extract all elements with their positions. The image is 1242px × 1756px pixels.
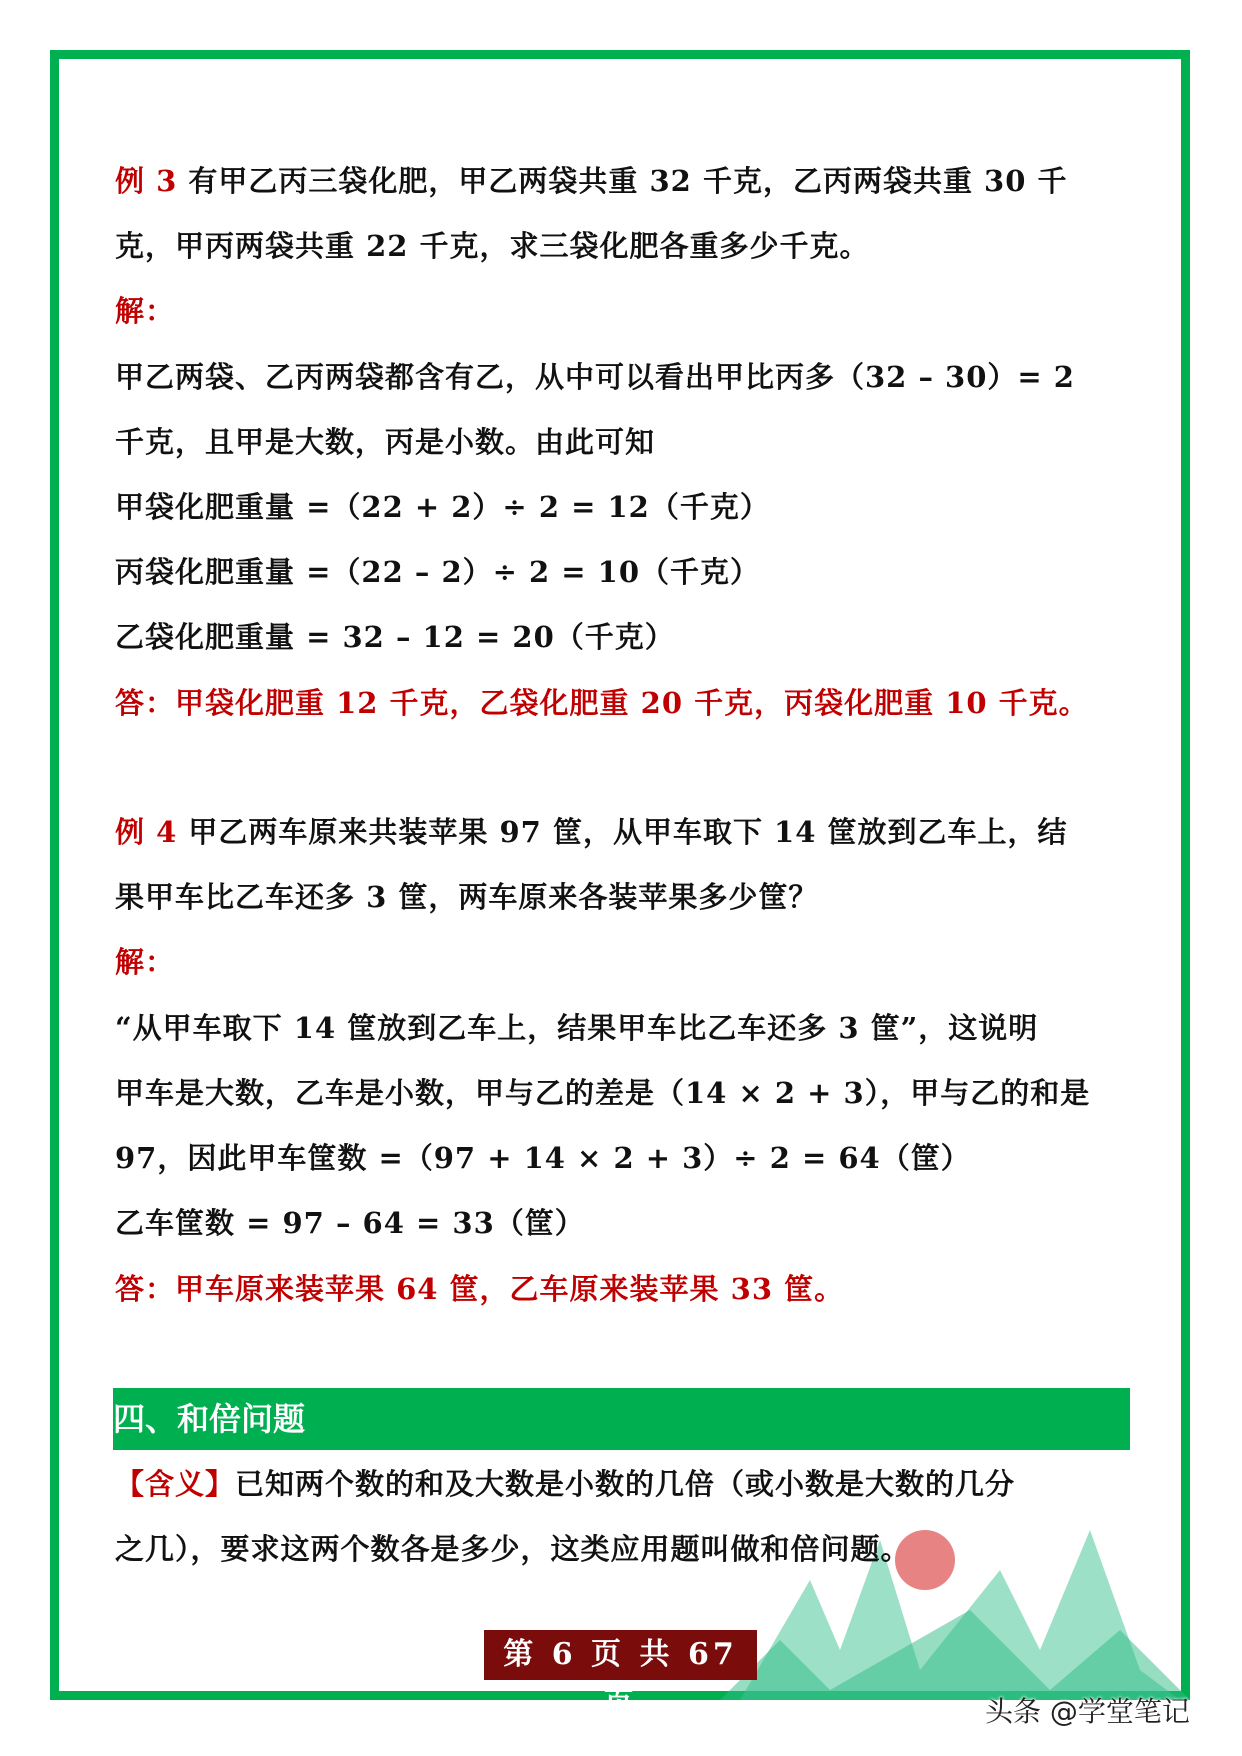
example3-solution-line: 乙袋化肥重量 = 32 – 12 = 20（千克） — [115, 620, 675, 654]
section-header: 四、和倍问题 — [113, 1388, 1130, 1450]
watermark: 头条 @学堂笔记 — [985, 1695, 1190, 1728]
example4-solution-line: 甲车是大数，乙车是小数，甲与乙的差是（14 × 2 + 3），甲与乙的和是 — [115, 1076, 1091, 1110]
example4-answer: 答：甲车原来装苹果 64 筐，乙车原来装苹果 33 筐。 — [115, 1272, 845, 1306]
example3-solution-label: 解： — [115, 294, 176, 328]
example4-label: 例 4 — [115, 815, 178, 849]
example3-solution-line: 丙袋化肥重量 =（22 – 2）÷ 2 = 10（千克） — [115, 555, 761, 589]
example4-solution-line: “从甲车取下 14 筐放到乙车上，结果甲车比乙车还多 3 筐”，这说明 — [115, 1011, 1039, 1045]
example3-label: 例 3 — [115, 164, 178, 198]
example4-question-line1 — [115, 812, 1135, 852]
example3-question-line1 — [115, 161, 1135, 201]
example3-solution-line: 甲乙两袋、乙丙两袋都含有乙，从中可以看出甲比丙多（32 – 30）= 2 — [115, 360, 1075, 394]
example4-question-line2: 果甲车比乙车还多 3 筐，两车原来各装苹果多少筐？ — [115, 880, 819, 914]
example4-solution-label: 解： — [115, 945, 176, 979]
example4-solution-line: 乙车筐数 = 97 – 64 = 33（筐） — [115, 1206, 585, 1240]
section4-meaning-line1 — [115, 1464, 1135, 1504]
example3-solution-line: 甲袋化肥重量 =（22 + 2）÷ 2 = 12（千克） — [115, 490, 770, 524]
example4-solution-line: 97，因此甲车筐数 =（97 + 14 × 2 + 3）÷ 2 = 64（筐） — [115, 1141, 971, 1175]
meaning-label: 【含义】 — [115, 1467, 236, 1501]
text: 已知两个数的和及大数是小数的几倍（或小数是大数的几分 — [235, 1467, 1016, 1501]
example3-question-line2: 克，甲丙两袋共重 22 千克，求三袋化肥各重多少千克。 — [115, 229, 870, 263]
text: 有甲乙丙三袋化肥，甲乙两袋共重 32 千克，乙丙两袋共重 30 千 — [188, 164, 1068, 198]
page-indicator: 第 6 页 共 67 页 — [484, 1630, 757, 1680]
example3-answer: 答：甲袋化肥重 12 千克，乙袋化肥重 20 千克，丙袋化肥重 10 千克。 — [115, 686, 1089, 720]
text: 甲乙两车原来共装苹果 97 筐，从甲车取下 14 筐放到乙车上，结 — [188, 815, 1068, 849]
example3-solution-line: 千克，且甲是大数，丙是小数。由此可知 — [115, 425, 656, 459]
section4-meaning-line2: 之几），要求这两个数各是多少，这类应用题叫做和倍问题。 — [115, 1532, 911, 1566]
